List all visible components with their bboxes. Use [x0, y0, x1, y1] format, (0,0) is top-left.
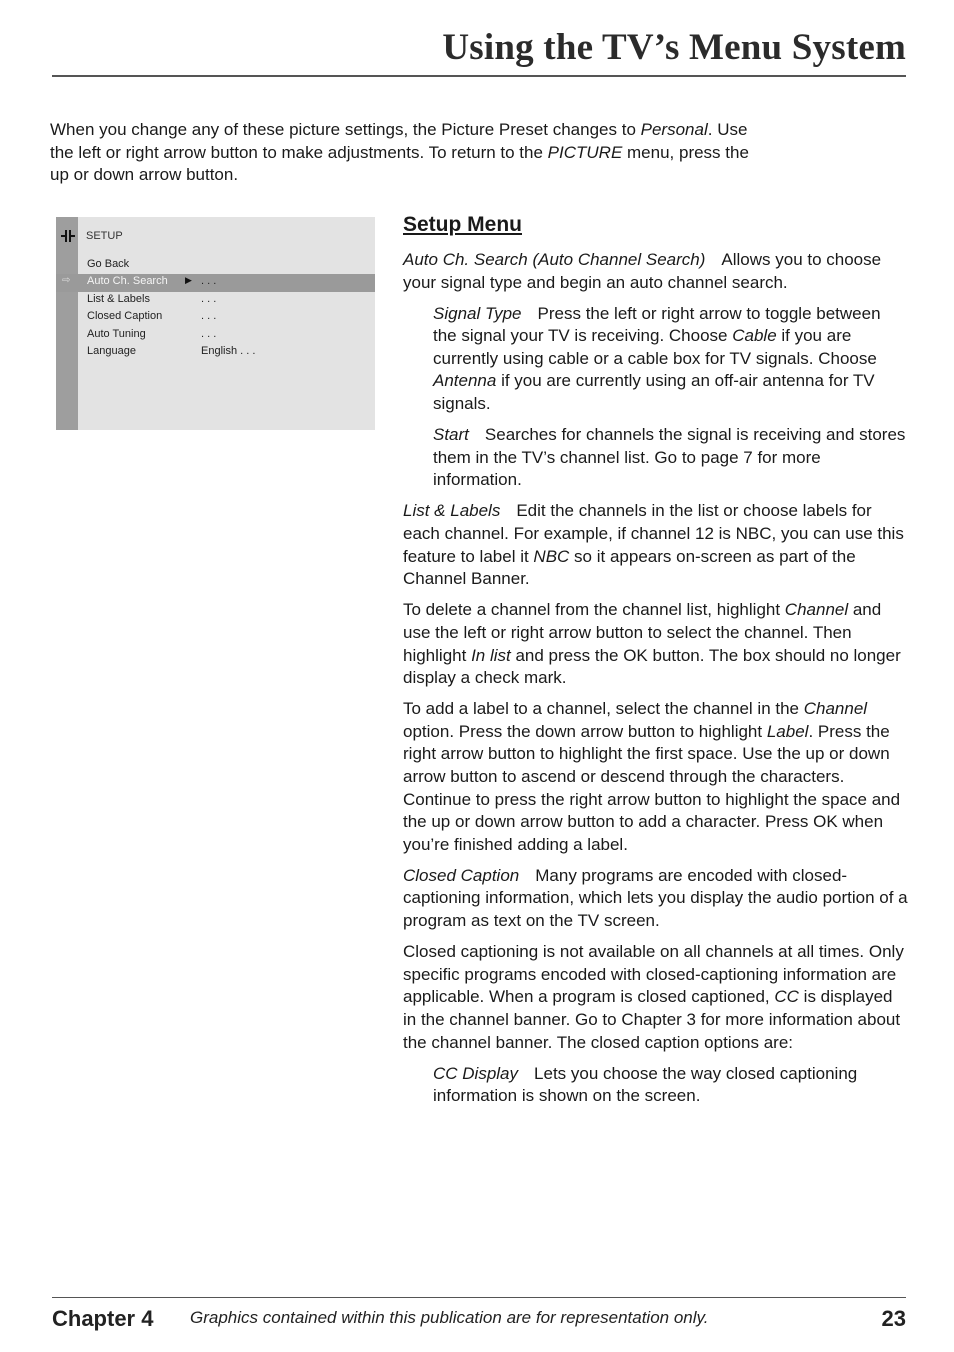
term-signal-type: Signal Type [433, 303, 522, 323]
add-text-1: To add a label to a channel, select the channel in the [403, 699, 804, 719]
signal-text-1: Press the left or right arrow to toggle between the signal your TV is receiving. Choose [433, 303, 881, 346]
intro-text-2: . Use the left or right arrow button to make adjustments. To return to the [50, 120, 748, 162]
cc-display-desc: Lets you choose the way closed captioning information is shown on the screen. [433, 1063, 858, 1106]
delete-text-2: and use the left or right arrow button to select the channel. Then highlight [403, 600, 882, 665]
add-text-2: option. Press the down arrow button to highlight [403, 721, 767, 741]
list-labels-paragraph [403, 500, 908, 590]
menu-item-value: . . . [201, 275, 217, 288]
intro-paragraph [50, 119, 750, 187]
menu-item-label: Auto Ch. Search [87, 275, 168, 288]
menu-item-auto-ch-search [56, 274, 375, 291]
footer-disclaimer: Graphics contained within this publication are for representation only. [190, 1308, 709, 1327]
add-text-3: . Press the right arrow button to highlight the first space. Use the up or down arrow button to ascend or descend through the characters. Continue to press the right arrow button to highlight the space and the up or down arrow button to add a character. Press OK when you’re finished adding a label. [403, 721, 901, 854]
page-number: 23 [881, 1306, 906, 1331]
menu-item-list-labels [56, 292, 375, 309]
setup-icon [60, 229, 76, 243]
closed-caption-paragraph [403, 865, 908, 933]
em-cable: Cable [732, 326, 777, 346]
term-closed-caption: Closed Caption [403, 865, 520, 885]
setup-icon-svg [60, 229, 76, 243]
setup-menu-section [403, 210, 908, 1116]
menu-item-label: Language [87, 344, 136, 357]
menu-list [56, 257, 375, 361]
menu-item-value: . . . [201, 292, 217, 305]
menu-item-label: Go Back [87, 258, 130, 270]
menu-title: SETUP [86, 230, 123, 242]
setup-menu-graphic [56, 217, 375, 430]
em-in-list: In list [471, 645, 511, 665]
delete-text-3: and press the OK button. The box should no longer display a check mark. [403, 645, 901, 688]
intro-em-personal: Personal [640, 120, 708, 139]
menu-item-value: . . . [201, 310, 217, 323]
signal-text-3: if you are currently using an off-air antenna for TV signals. [433, 371, 875, 414]
delete-channel-paragraph [403, 599, 908, 689]
em-channel: Channel [784, 600, 849, 620]
ccavail-text-2: is displayed in the channel banner. Go to Chapter 3 for more information about the channel banner. The closed caption options are: [403, 987, 901, 1052]
term-cc-display: CC Display [433, 1063, 519, 1083]
cc-availability-paragraph [403, 941, 908, 1054]
auto-ch-search-paragraph [403, 249, 908, 294]
term-start: Start [433, 425, 469, 445]
start-paragraph [433, 424, 908, 492]
em-nbc: NBC [533, 546, 570, 566]
menu-item-value: . . . [201, 327, 217, 340]
submenu-arrow-icon: ▶ [185, 275, 192, 286]
menu-item-label: Closed Caption [87, 310, 163, 323]
intro-text-1: When you change any of these picture settings, the Picture Preset changes to [50, 120, 641, 139]
menu-item-go-back [56, 257, 375, 274]
page-header-title: Using the TV’s Menu System [442, 27, 906, 68]
auto-ch-search-desc: Allows you to choose your signal type and begin an auto channel search. [403, 250, 882, 292]
em-label: Label [766, 721, 809, 741]
em-channel: Channel [803, 699, 868, 719]
cc-display-paragraph [433, 1063, 908, 1108]
list-text-1: Edit the channels in the list or choose labels for each channel. For example, if channel 12 is NBC, you can use this feature to label it [403, 501, 904, 566]
signal-text-2: if you are currently using cable or a cable box for TV signals. Choose [433, 326, 877, 368]
section-heading: Setup Menu [403, 213, 522, 236]
add-label-paragraph [403, 698, 908, 856]
menu-item-label: List & Labels [87, 292, 150, 305]
em-antenna: Antenna [433, 371, 497, 391]
footer-chapter: Chapter 4 [52, 1306, 154, 1331]
menu-item-value: English . . . [201, 344, 256, 357]
menu-item-closed-caption [56, 309, 375, 326]
menu-item-language [56, 344, 375, 361]
intro-text-3: menu, press the up or down arrow button. [50, 142, 749, 184]
term-auto-ch-search: Auto Ch. Search (Auto Channel Search) [403, 250, 706, 269]
term-list-labels: List & Labels [403, 501, 501, 521]
menu-item-auto-tuning [56, 327, 375, 344]
intro-em-picture: PICTURE [547, 142, 623, 162]
highlight-arrow-icon: ⇨ [62, 275, 71, 287]
menu-item-label: Auto Tuning [87, 327, 146, 340]
signal-type-paragraph [433, 303, 908, 416]
delete-text-1: To delete a channel from the channel list, highlight [403, 600, 785, 620]
header-divider [52, 75, 906, 77]
list-text-2: so it appears on-screen as part of the Channel Banner. [403, 546, 856, 589]
start-desc: Searches for channels the signal is receiving and stores them in the TV’s channel list. Go to page 7 for more information. [433, 425, 906, 490]
ccavail-text-1: Closed captioning is not available on all channels at all times. Only specific programs encoded with closed-captioning information are applicable. When a program is closed captioned, [403, 942, 904, 1007]
em-cc: CC [774, 987, 799, 1007]
closed-caption-desc: Many programs are encoded with closed-captioning information, which lets you display the audio portion of a program as text on the TV screen. [403, 865, 908, 931]
footer-divider [52, 1297, 906, 1298]
